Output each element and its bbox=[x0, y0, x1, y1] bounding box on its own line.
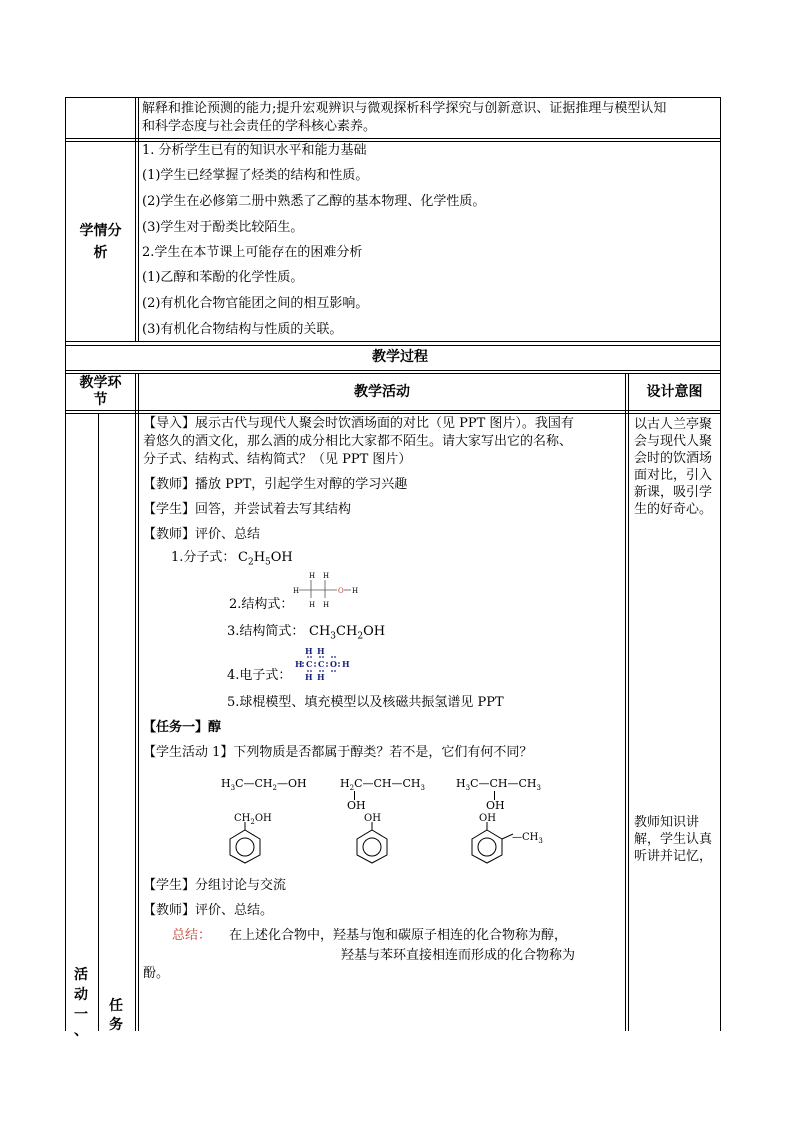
svg-text:H: H bbox=[309, 601, 316, 609]
analysis-label-line-2: 析 bbox=[93, 244, 108, 261]
intro-line-2: 着悠久的酒文化，那么酒的成分相比大家都不陌生。请大家写出它的名称、 bbox=[143, 434, 573, 449]
svg-text:O: O bbox=[330, 659, 337, 669]
analysis-label-line-1: 学情分 bbox=[79, 222, 122, 239]
svg-text:H: H bbox=[309, 572, 316, 580]
svg-text:H: H bbox=[323, 572, 330, 580]
teacher-step-1: 【教师】播放 PPT，引起学生对醇的学习兴趣 bbox=[143, 477, 408, 492]
process-title: 教学过程 bbox=[372, 349, 428, 365]
svg-text:H: H bbox=[352, 587, 359, 595]
molecule-isopropanol-chain: $H_3C—CH—CH_3$ bbox=[456, 777, 541, 793]
analysis-item: (3)有机化合物结构与性质的关联。 bbox=[142, 322, 343, 337]
activity-label-char: 、 bbox=[74, 1023, 88, 1039]
core-literacy-line-2: 和科学态度与社会责任的学科核心素养。 bbox=[142, 119, 377, 134]
svg-text:O: O bbox=[338, 587, 344, 595]
teacher-step-3: 【教师】评价、总结。 bbox=[143, 903, 274, 918]
structural-label: 2.结构式： bbox=[229, 597, 294, 612]
svg-text:H: H bbox=[305, 646, 313, 656]
summary-line-3: 酚。 bbox=[143, 966, 170, 981]
cresol-ring bbox=[467, 822, 517, 864]
svg-text:H: H bbox=[295, 659, 303, 669]
svg-text:H: H bbox=[293, 587, 300, 595]
electronic-label: 4.电子式： bbox=[227, 668, 292, 683]
student-step-1: 【学生】回答，并尝试着去写其结构 bbox=[143, 502, 352, 517]
molecule-benzyl-sub: $CH_2OH$ bbox=[234, 813, 272, 826]
analysis-item: (3)学生对于酚类比较陌生。 bbox=[142, 220, 304, 235]
activity-label-char: 活 bbox=[74, 967, 88, 983]
molecule-isopropanol-oh: OH bbox=[486, 799, 505, 812]
svg-text:H: H bbox=[305, 672, 313, 682]
analysis-item: 1. 分析学生已有的知识水平和能力基础 bbox=[142, 143, 367, 158]
summary-line-2: 羟基与苯环直接相连而形成的化合物称为 bbox=[341, 948, 576, 963]
analysis-item: (2)学生在必修第二册中熟悉了乙醇的基本物理、化学性质。 bbox=[142, 194, 486, 209]
summary-label: 总结： bbox=[172, 928, 212, 943]
formula-label: 1.分子式： bbox=[171, 550, 236, 565]
molecule-cresol-side: $—CH_3$ bbox=[512, 832, 543, 845]
activity-label-char: 一 bbox=[74, 1007, 88, 1023]
header-stage bbox=[66, 374, 135, 410]
intro-line-3: 分子式、结构式、结构简式？（见 PPT 图片） bbox=[143, 452, 412, 467]
teacher-step-2: 【教师】评价、总结 bbox=[143, 527, 261, 542]
ethanol-electron-formula bbox=[293, 645, 353, 683]
molecule-propanol-chain: $H_2C—CH—CH_3$ bbox=[340, 777, 425, 793]
analysis-item: (2)有机化合物官能团之间的相互影响。 bbox=[142, 296, 369, 311]
benzyl-alcohol-ring bbox=[225, 822, 265, 864]
phenol-ring bbox=[352, 822, 392, 864]
condensed-value: $CH_3CH_2OH$ bbox=[309, 624, 386, 642]
task-one-heading: 【任务一】醇 bbox=[143, 720, 222, 735]
student-step-2: 【学生】分组讨论与交流 bbox=[143, 878, 287, 893]
header-stage-line-2: 节 bbox=[93, 392, 108, 408]
intent-note-2: 教师知识讲解，学生认真听讲并记忆， bbox=[634, 815, 713, 864]
task-label-char: 任 bbox=[109, 998, 123, 1014]
task-label-char: 务 bbox=[109, 1017, 123, 1033]
molecule-cresol-sub: OH bbox=[479, 813, 496, 824]
analysis-item: 2.学生在本节课上可能存在的困难分析 bbox=[142, 245, 363, 260]
molecule-ethanol: $H_3C—CH_2—OH$ bbox=[221, 777, 307, 793]
header-activity: 教学活动 bbox=[354, 384, 410, 400]
intro-line-1: 【导入】展示古代与现代人聚会时饮酒场面的对比（见 PPT 图片）。我国有 bbox=[143, 416, 574, 431]
activity-label-char: 动 bbox=[74, 987, 88, 1003]
molecule-propanol-oh: OH bbox=[347, 799, 366, 812]
student-activity-1: 【学生活动 1】下列物质是否都属于醇类？若不是，它们有何不同？ bbox=[143, 745, 533, 760]
svg-text:C: C bbox=[318, 659, 325, 669]
models-line: 5.球棍模型、填充模型以及核磁共振氢谱见 PPT bbox=[227, 695, 504, 710]
svg-text:C: C bbox=[306, 659, 313, 669]
analysis-label bbox=[66, 142, 135, 341]
summary-line-1: 在上述化合物中，羟基与饱和碳原子相连的化合物称为醇， bbox=[229, 928, 568, 943]
header-intent: 设计意图 bbox=[646, 384, 703, 400]
svg-text:H: H bbox=[317, 672, 325, 682]
intent-note-1: 以古人兰亭聚会与现代人聚会时的饮酒场面对比，引入新课，吸引学生的好奇心。 bbox=[634, 417, 713, 517]
formula-value: $C_2H_5OH$ bbox=[238, 550, 293, 568]
analysis-item: (1)学生已经掌握了烃类的结构和性质。 bbox=[142, 168, 369, 183]
analysis-item: (1)乙醇和苯酚的化学性质。 bbox=[142, 270, 304, 285]
header-stage-line-1: 教学环 bbox=[79, 375, 122, 391]
svg-text:H: H bbox=[317, 646, 325, 656]
ethanol-structural-formula bbox=[290, 570, 360, 610]
condensed-label: 3.结构简式： bbox=[227, 624, 305, 639]
molecule-phenol-sub: OH bbox=[364, 813, 381, 824]
svg-text:H: H bbox=[342, 659, 350, 669]
core-literacy-line-1: 解释和推论预测的能力;提升宏观辨识与微观探析科学探究与创新意识、证据推理与模型认知 bbox=[142, 101, 667, 116]
svg-text:H: H bbox=[323, 601, 330, 609]
